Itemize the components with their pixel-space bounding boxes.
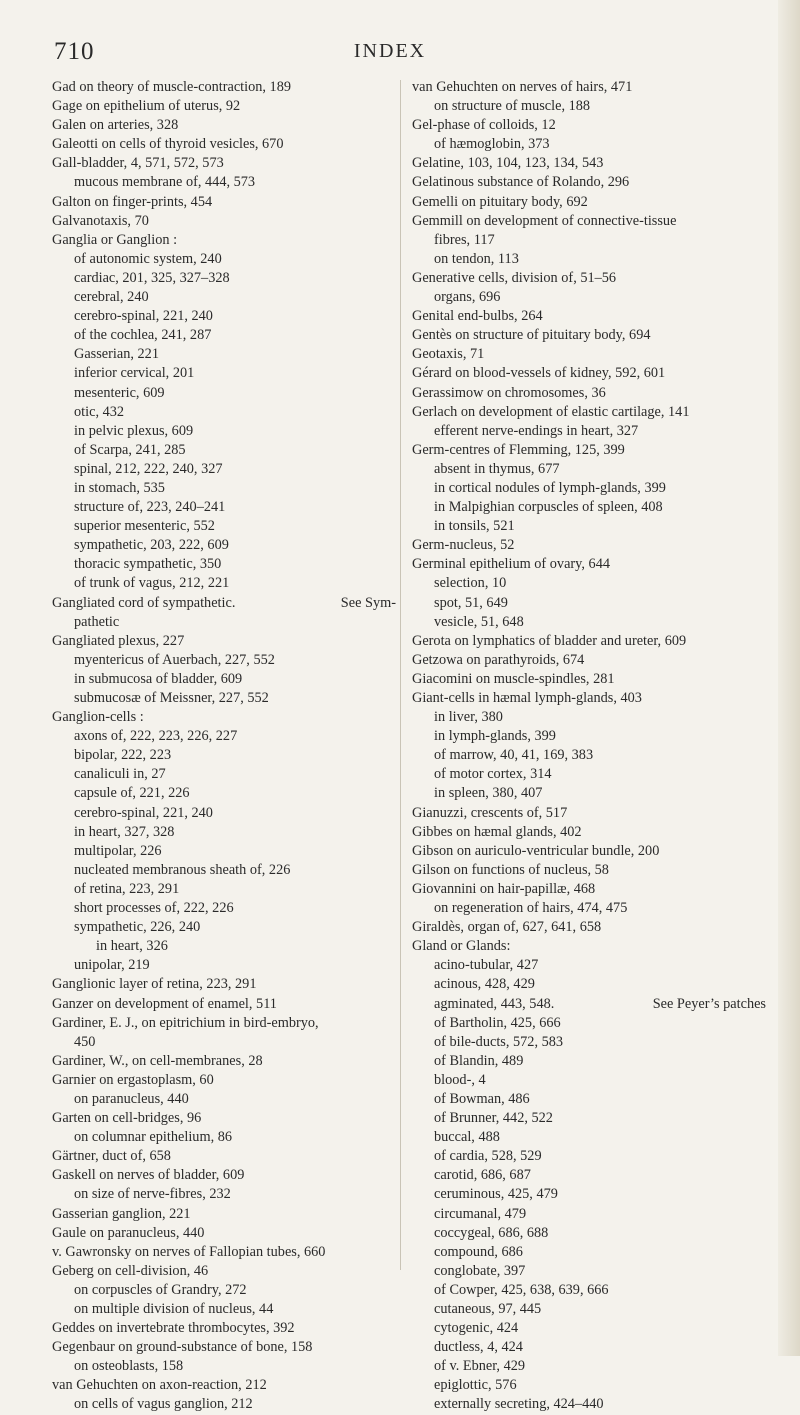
index-entry: Gibbes on hæmal glands, 402 (412, 823, 582, 840)
index-cross-reference: See Peyer’s patches (652, 995, 766, 1012)
index-subentry: of hæmoglobin, 373 (434, 136, 550, 153)
index-subentry: carotid, 686, 687 (434, 1167, 531, 1184)
index-subentry: thoracic sympathetic, 350 (74, 556, 222, 573)
index-entry: Gérard on blood-vessels of kidney, 592, 601 (412, 365, 666, 382)
index-subentry: externally secreting, 424–440 (434, 1396, 604, 1413)
index-subentry: of retina, 223, 291 (74, 880, 180, 897)
index-entry: Getzowa on parathyroids, 674 (412, 651, 585, 668)
index-subentry: of v. Ebner, 429 (434, 1358, 526, 1375)
index-entry: Geotaxis, 71 (412, 346, 485, 363)
index-subentry: on structure of muscle, 188 (434, 98, 591, 115)
index-entry: Giacomini on muscle-spindles, 281 (412, 670, 615, 687)
running-title: INDEX (353, 40, 427, 62)
index-entry: van Gehuchten on axon-reaction, 212 (52, 1377, 267, 1394)
index-entry: Geberg on cell-division, 46 (52, 1262, 209, 1279)
index-subentry: spinal, 212, 222, 240, 327 (74, 460, 223, 477)
index-entry: Giraldès, organ of, 627, 641, 658 (412, 919, 602, 936)
index-subentry: in cortical nodules of lymph-glands, 399 (434, 479, 666, 496)
index-entry: Gärtner, duct of, 658 (52, 1148, 171, 1165)
index-entry (52, 594, 402, 613)
index-cross-reference: See Sym- (340, 594, 396, 611)
index-subentry: in pelvic plexus, 609 (74, 422, 194, 439)
index-subentry: structure of, 223, 240–241 (74, 499, 226, 516)
index-entry: Gardiner, E. J., on epitrichium in bird-embryo, (52, 1014, 319, 1031)
index-entry: Gemelli on pituitary body, 692 (412, 193, 588, 210)
index-entry: Gerlach on development of elastic cartilage, 141 (412, 403, 690, 420)
index-entry: Galton on finger-prints, 454 (52, 193, 213, 210)
index-subentry: of autonomic system, 240 (74, 250, 222, 267)
index-subentry: cutaneous, 97, 445 (434, 1301, 542, 1317)
index-entry: Gaule on paranucleus, 440 (52, 1224, 205, 1241)
index-entry: Garten on cell-bridges, 96 (52, 1110, 202, 1127)
index-subentry: cerebro-spinal, 221, 240 (74, 308, 213, 325)
index-subentry: in stomach, 535 (74, 479, 165, 496)
index-entry: Gelatine, 103, 104, 123, 134, 543 (412, 155, 604, 172)
index-subentry: bipolar, 222, 223 (74, 747, 172, 764)
index-subentry: of Bartholin, 425, 666 (434, 1014, 561, 1031)
index-subentry: of marrow, 40, 41, 169, 383 (434, 747, 594, 764)
index-entry: Gelatinous substance of Rolando, 296 (412, 174, 630, 191)
index-entry: Gland or Glands: (412, 938, 511, 955)
index-entry: Garnier on ergastoplasm, 60 (52, 1071, 214, 1088)
index-subentry: spot, 51, 649 (434, 594, 508, 611)
index-subentry: conglobate, 397 (434, 1262, 526, 1279)
index-subentry: epiglottic, 576 (434, 1377, 517, 1394)
index-entry-text: agminated, 443, 548. (434, 995, 555, 1012)
index-subentry: on paranucleus, 440 (74, 1090, 189, 1107)
index-subentry: on cells of vagus ganglion, 212 (74, 1396, 253, 1413)
index-entry: Genital end-bulbs, 264 (412, 308, 543, 325)
index-entry: Gemmill on development of connective-tissue (412, 212, 677, 229)
index-entry: Gianuzzi, crescents of, 517 (412, 804, 568, 821)
index-subentry: absent in thymus, 677 (434, 460, 560, 477)
index-entry: Gegenbaur on ground-substance of bone, 158 (52, 1339, 313, 1356)
index-entry: Gilson on functions of nucleus, 58 (412, 861, 609, 878)
index-subentry: of motor cortex, 314 (434, 766, 552, 783)
index-subentry: vesicle, 51, 648 (434, 613, 524, 630)
index-subentry: pathetic (74, 613, 120, 630)
index-subentry: in tonsils, 521 (434, 518, 515, 535)
index-subentry: nucleated membranous sheath of, 226 (74, 861, 291, 878)
index-entry: Gad on theory of muscle-contraction, 189 (52, 79, 292, 95)
index-subentry: canaliculi in, 27 (74, 766, 166, 783)
index-entry: Giant-cells in hæmal lymph-glands, 403 (412, 690, 642, 706)
index-subentry: cerebro-spinal, 221, 240 (74, 804, 213, 821)
index-entry: Gasserian ganglion, 221 (52, 1205, 191, 1222)
index-subentry: in lymph-glands, 399 (434, 728, 556, 745)
index-subentry: myentericus of Auerbach, 227, 552 (74, 651, 275, 668)
index-entry: Ganzer on development of enamel, 511 (52, 995, 277, 1012)
index-entry: Galeotti on cells of thyroid vesicles, 670 (52, 136, 284, 153)
index-subentry: in heart, 327, 328 (74, 823, 175, 840)
index-subentry: compound, 686 (434, 1243, 523, 1260)
index-subentry: in spleen, 380, 407 (434, 785, 543, 802)
index-subentry: on size of nerve-fibres, 232 (74, 1186, 231, 1203)
index-subentry: superior mesenteric, 552 (74, 518, 215, 535)
index-subentry: axons of, 222, 223, 226, 227 (74, 728, 238, 745)
page-number: 710 (54, 38, 95, 65)
index-subentry: acinous, 428, 429 (434, 976, 535, 993)
index-entry-text: Gangliated cord of sympathetic. (52, 594, 236, 611)
index-subentry: of bile-ducts, 572, 583 (434, 1033, 564, 1050)
index-subentry: buccal, 488 (434, 1129, 500, 1146)
index-entry: Gentès on structure of pituitary body, 694 (412, 327, 651, 344)
index-subentry: of trunk of vagus, 212, 221 (74, 575, 230, 592)
index-entry: Gerassimow on chromosomes, 36 (412, 384, 606, 401)
index-subentry: ceruminous, 425, 479 (434, 1186, 558, 1203)
index-subentry: selection, 10 (434, 575, 507, 592)
index-subentry: mucous membrane of, 444, 573 (74, 174, 256, 191)
index-subentry: sympathetic, 226, 240 (74, 919, 201, 936)
index-entry: Germ-centres of Flemming, 125, 399 (412, 441, 625, 458)
index-entry: Ganglionic layer of retina, 223, 291 (52, 976, 257, 993)
index-subentry: inferior cervical, 201 (74, 365, 195, 382)
index-subentry: cerebral, 240 (74, 289, 149, 306)
index-entry: Gel-phase of colloids, 12 (412, 117, 556, 134)
index-entry: Generative cells, division of, 51–56 (412, 269, 617, 286)
index-subentry: 450 (74, 1033, 96, 1050)
index-subentry: short processes of, 222, 226 (74, 900, 234, 917)
index-subentry: acino-tubular, 427 (434, 957, 539, 974)
index-subentry (412, 995, 772, 1014)
index-subentry: cytogenic, 424 (434, 1320, 519, 1337)
index-subentry: on multiple division of nucleus, 44 (74, 1301, 274, 1317)
index-entry: Galen on arteries, 328 (52, 117, 179, 134)
index-subentry: of Scarpa, 241, 285 (74, 441, 186, 458)
index-subentry: on tendon, 113 (434, 250, 519, 267)
index-entry: Galvanotaxis, 70 (52, 212, 149, 229)
index-entry: Ganglion-cells : (52, 709, 144, 726)
index-subentry: on columnar epithelium, 86 (74, 1129, 233, 1146)
index-subentry: in Malpighian corpuscles of spleen, 408 (434, 499, 663, 516)
index-subentry: submucosæ of Meissner, 227, 552 (74, 690, 269, 706)
index-subentry: in submucosa of bladder, 609 (74, 670, 243, 687)
index-subentry: ductless, 4, 424 (434, 1339, 523, 1356)
index-entry: Gibson on auriculo-ventricular bundle, 200 (412, 842, 660, 859)
index-entry: Germ-nucleus, 52 (412, 537, 515, 554)
index-subentry: of cardia, 528, 529 (434, 1148, 542, 1165)
index-column-left (52, 78, 402, 1415)
index-subentry: cardiac, 201, 325, 327–328 (74, 269, 230, 286)
index-subentry: in liver, 380 (434, 709, 503, 726)
index-entry: van Gehuchten on nerves of hairs, 471 (412, 79, 633, 95)
index-subentry: coccygeal, 686, 688 (434, 1224, 549, 1241)
index-subentry: unipolar, 219 (74, 957, 150, 974)
index-subentry: multipolar, 226 (74, 842, 162, 859)
page-header (40, 38, 740, 68)
index-entry: Gaskell on nerves of bladder, 609 (52, 1167, 245, 1184)
index-entry: Geddes on invertebrate thrombocytes, 392 (52, 1320, 295, 1337)
index-subentry: on osteoblasts, 158 (74, 1358, 184, 1375)
index-subentry: of Cowper, 425, 638, 639, 666 (434, 1281, 609, 1298)
index-entry: Giovannini on hair-papillæ, 468 (412, 880, 596, 897)
index-entry: Gerota on lymphatics of bladder and ureter, 609 (412, 632, 687, 649)
index-subentry: sympathetic, 203, 222, 609 (74, 537, 229, 554)
index-subentry: organs, 696 (434, 289, 501, 306)
index-subentry: Gasserian, 221 (74, 346, 159, 363)
index-entry: Gangliated plexus, 227 (52, 632, 185, 649)
index-entry: v. Gawronsky on nerves of Fallopian tubes, 660 (52, 1243, 326, 1260)
index-subentry: of Brunner, 442, 522 (434, 1110, 553, 1127)
index-subentry: of Bowman, 486 (434, 1090, 530, 1107)
index-subentry: capsule of, 221, 226 (74, 785, 190, 802)
page-edge-shadow (778, 0, 800, 1356)
index-subentry: fibres, 117 (434, 231, 495, 248)
column-divider (400, 80, 401, 1270)
index-subentry: of the cochlea, 241, 287 (74, 327, 212, 344)
index-subentry: of Blandin, 489 (434, 1052, 524, 1069)
index-entry: Ganglia or Ganglion : (52, 231, 178, 248)
index-subentry: blood-, 4 (434, 1071, 486, 1088)
index-subentry: mesenteric, 609 (74, 384, 165, 401)
index-entry: Gage on epithelium of uterus, 92 (52, 98, 241, 115)
index-subentry: on corpuscles of Grandry, 272 (74, 1281, 247, 1298)
index-entry: Germinal epithelium of ovary, 644 (412, 556, 610, 573)
index-column-right (412, 78, 772, 1415)
index-subentry: efferent nerve-endings in heart, 327 (434, 422, 639, 439)
index-entry: Gall-bladder, 4, 571, 572, 573 (52, 155, 224, 172)
index-subentry: on regeneration of hairs, 474, 475 (434, 900, 628, 917)
index-subentry: in heart, 326 (96, 938, 168, 955)
index-entry: Gardiner, W., on cell-membranes, 28 (52, 1052, 263, 1069)
index-subentry: circumanal, 479 (434, 1205, 527, 1222)
index-subentry: otic, 432 (74, 403, 125, 420)
